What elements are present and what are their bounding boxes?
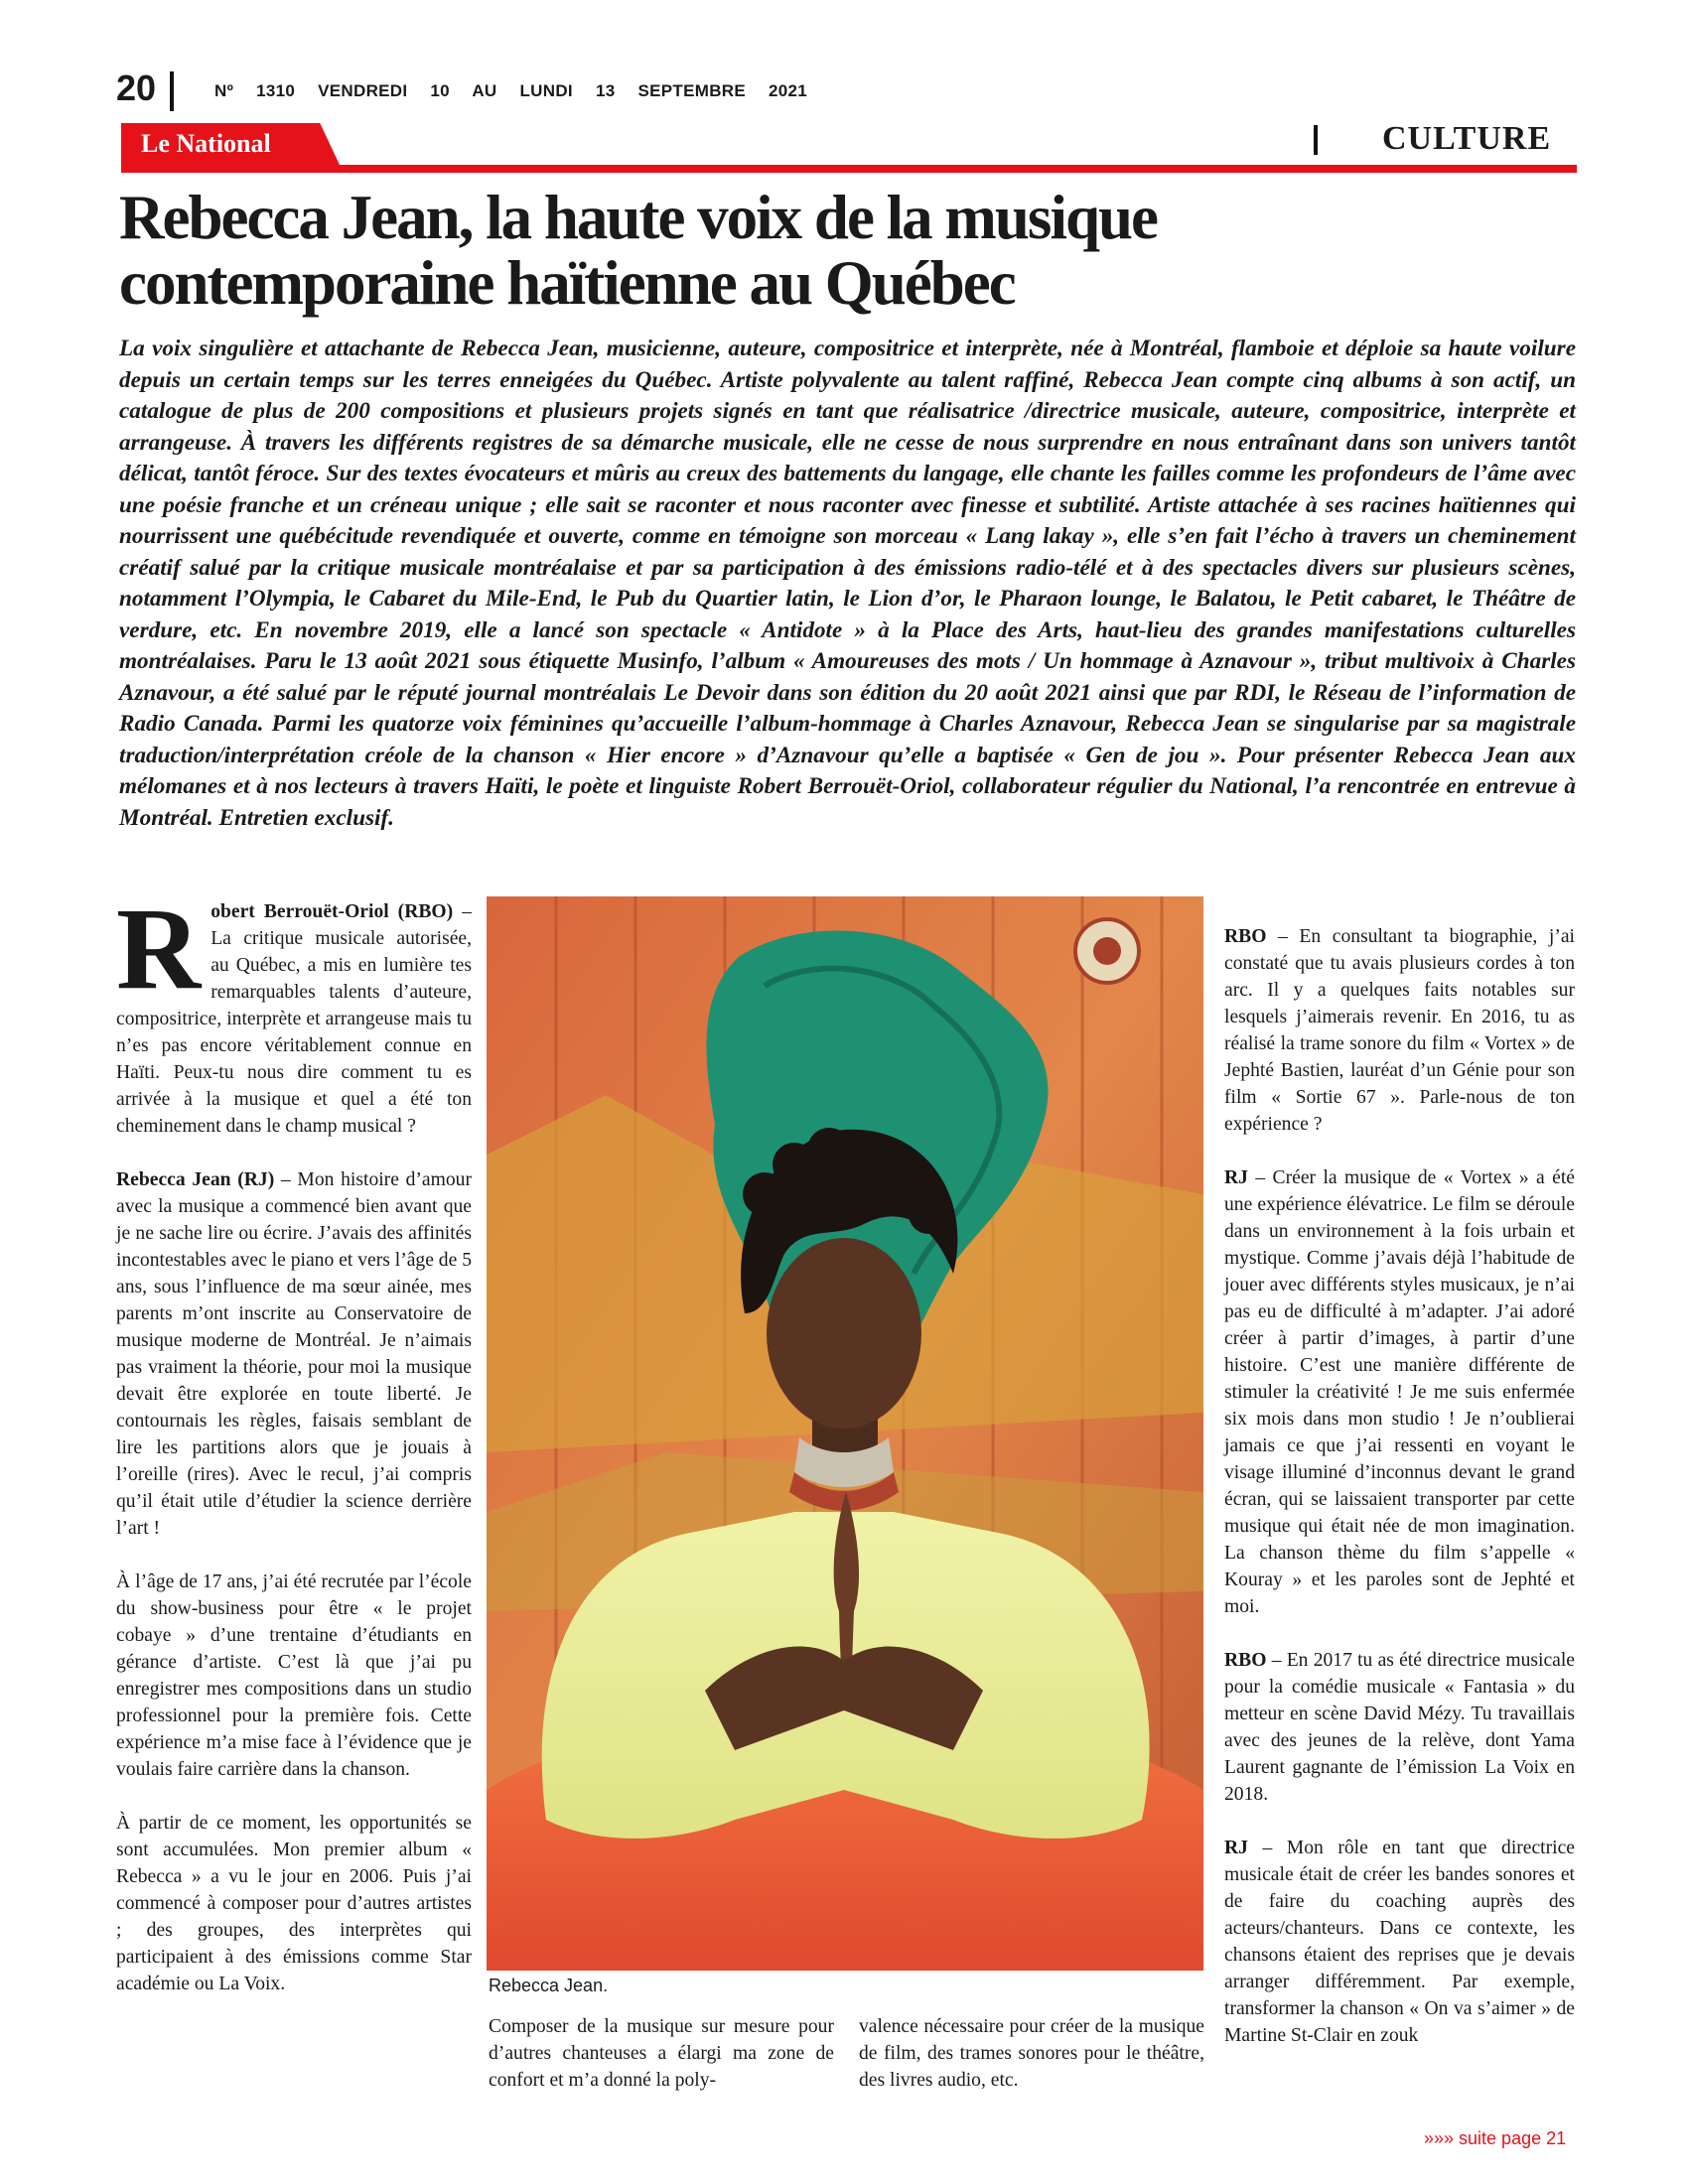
drop-cap: R — [116, 884, 202, 1014]
speaker-rbo: RBO — [1224, 926, 1267, 947]
question-3-text: – En 2017 tu as été directrice musicale pour la comédie musicale « Fantasia » du metteur en scène David Mézy. Tu travaillais avec des jeunes de la relève, dont Yama Laurent gagnante de l’émission La Voix en 2018. — [1224, 1650, 1575, 1805]
portrait-photo — [487, 896, 1203, 1971]
speaker-rbo: RBO — [1224, 1650, 1267, 1671]
headline-line-1: Rebecca Jean, la haute voix de la musique — [119, 183, 1157, 252]
answer-2 — [1224, 1164, 1575, 1620]
header-divider — [170, 71, 174, 111]
question-2-text: – En consultant ta biographie, j’ai constaté que tu avais plusieurs cordes à ton arc. Il y a quelques faits notables sur lesquels j’aimerais revenir. En 2016, tu as réalisé la trame sonore du film « Vortex » de Jephté Bastien, lauréat d’un Génie pour son film « Sortie 67 ». Parle-nous de ton expérience ? — [1224, 926, 1575, 1135]
issue-date: Nº 1310 VENDREDI 10 AU LUNDI 13 SEPTEMBRE 2021 — [214, 81, 808, 100]
photo-caption: Rebecca Jean. — [489, 1976, 609, 1995]
column-middle-b — [859, 2013, 1204, 2120]
article-headline — [119, 185, 1549, 316]
question-3 — [1224, 1647, 1575, 1808]
question-2 — [1224, 923, 1575, 1138]
column-middle-a — [489, 2013, 834, 2120]
answer-1-paragraph-3: À partir de ce moment, les opportunités se sont accumulées. Mon premier album « Rebecca » a vu le jour en 2006. Puis j’ai commencé à composer pour d’autres artistes ; des groupes, des interprètes qui participaient à des émissions comme Star académie ou La Voix. — [116, 1813, 472, 1994]
speaker-rj: RJ — [1224, 1838, 1248, 1858]
answer-3 — [1224, 1835, 1575, 2049]
section-divider — [1314, 125, 1318, 155]
article-intro: La voix singulière et attachante de Rebecca Jean, musicienne, auteure, compositrice et interprète, née à Montréal, flamboie et déploie sa haute voilure depuis un certain temps sur les terres enneigées du Québec. Artiste polyvalente au talent raffiné, Rebecca Jean compte cinq albums à son actif, un catalogue de plus de 200 compositions et plusieurs projets signés en tant que réalisatrice /directrice musicale, auteure, compositrice, interprète et arrangeuse. À travers les différents registres de sa démarche musicale, elle ne cesse de nous surprendre en nous entraînant dans son univers tantôt délicat, tantôt féroce. Sur des textes évocateurs et mûris au creux des battements du langage, elle chante les failles comme les profondeurs de l’âme avec une poésie franche et un créneau unique ; elle sait se raconter et nous raconter avec finesse et subtilité. Artiste attachée à ses racines haïtiennes qui nourrissent une québécitude revendiquée et ouverte, comme en témoigne son morceau « Lang lakay », elle s’en fait l’écho à travers un cheminement créatif salué par la critique musicale montréalaise et par sa participation à des émissions radio-télé et à des spectacles divers sur plusieurs scènes, notamment l’Olympia, le Cabaret du Mile-End, le Pub du Quartier latin, le Lion d’or, le Pharaon lounge, le Balatou, le Petit cabaret, le Théâtre de verdure, etc. En novembre 2019, elle a lancé son spectacle « Antidote » à la Place des Arts, haut-lieu des grandes manifestations culturelles montréalaises. Paru le 13 août 2021 sous étiquette Musinfo, l’album « Amoureuses des mots / Un hommage à Aznavour », tribut multivoix à Charles Aznavour, a été salué par le réputé journal montréalais Le Devoir dans son édition du 20 août 2021 ainsi que par RDI, le Réseau de l’information de Radio Canada. Parmi les quatorze voix féminines qu’accueille l’album-hommage à Charles Aznavour, Rebecca Jean se singularise par sa magistrale traduction/interprétation créole de la chanson « Hier encore » d’Aznavour qu’elle a baptisée « Gen de jou ». Pour présenter Rebecca Jean aux mélomanes et à nos lecteurs à travers Haïti, le poète et linguiste Robert Berrouët-Oriol, collaborateur régulier du National, l’a rencontrée en entrevue à Montréal. Entretien exclusif. — [119, 336, 1576, 831]
speaker-rj: Rebecca Jean (RJ) — [116, 1169, 275, 1190]
answer-3-text: – Mon rôle en tant que directrice musicale était de créer les bandes sonores et de faire du coaching auprès des acteurs/chanteurs. Dans ce contexte, les chansons étaient des reprises que je devais arranger différemment. Par exemple, transformer la chanson « On va s’aimer » de Martine St-Clair en zouk — [1224, 1838, 1575, 2046]
page-number: 20 — [116, 68, 157, 108]
continued-link[interactable]: »»» suite page 21 — [1424, 2128, 1567, 2148]
question-1-text: – La critique musicale autorisée, au Québec, a mis en lumière tes remarquables talents d’auteure, compositrice, interprète et arrangeuse mais tu n’es pas encore véritablement connue en Haïti. Peux-tu nous dire comment tu es arrivée à la musique et quel a été ton cheminement dans le champ musical ? — [116, 901, 472, 1137]
section-label: CULTURE — [1382, 120, 1552, 157]
headline-line-2: contemporaine haïtienne au Québec — [119, 248, 1015, 318]
brand-name: Le National — [141, 129, 271, 158]
speaker-rj: RJ — [1224, 1167, 1248, 1188]
column-right — [1224, 923, 1575, 2076]
answer-1-paragraph-4b: valence nécessaire pour créer de la musique de film, des trames sonores pour le théâtre, des livres audio, etc. — [859, 2016, 1204, 2091]
column-left — [116, 884, 472, 2024]
header-rule — [121, 165, 1577, 173]
answer-2-text: – Créer la musique de « Vortex » a été une expérience élévatrice. Le film se déroule dans un environnement à la fois urbain et mystique. Comme j’avais déjà l’habitude de jouer avec différents styles musicaux, je n’ai pas eu de difficulté à m’adapter. J’ai adoré créer à partir d’images, à partir d’une histoire. C’est une manière différente de stimuler la créativité ! Je me suis enfermée six mois dans mon studio ! Je n’oublierai jamais ce que j’ai ressenti en voyant le visage illuminé d’inconnus devant le grand écran, qui se laissaient transporter par cette musique qui était née de mon imagination. La chanson thème du film s’appelle « Kouray » et les paroles sont de Jephté et moi. — [1224, 1167, 1575, 1617]
answer-1-paragraph-2: À l’âge de 17 ans, j’ai été recrutée par l’école du show-business pour être « le projet cobaye » d’une trentaine d’étudiants en gérance d’artiste. C’est là que j’ai pu enregistrer mes compositions dans un studio professionnel pour la première fois. Cette expérience m’a mise face à l’évidence que je voulais faire carrière dans la chanson. — [116, 1571, 472, 1780]
speaker-rbo: obert Berrouët-Oriol (RBO) — [211, 901, 454, 922]
question-1 — [116, 884, 472, 1140]
answer-1-paragraph-4a: Composer de la musique sur mesure pour d’autres chanteuses a élargi ma zone de confort et m’a donné la poly- — [489, 2016, 834, 2091]
answer-1 — [116, 1166, 472, 1542]
answer-1-text: – Mon histoire d’amour avec la musique a commencé bien avant que je ne sache lire ou écrire. J’avais des affinités incontestables avec le piano et vers l’âge de 5 ans, sous l’influence de ma sœur ainée, mes parents m’ont inscrite au Conservatoire de musique moderne de Montréal. Je n’aimais pas vraiment la théorie, pour moi la musique devait être explorée en toute liberté. Je contournais les règles, faisais semblant de lire les partitions alors que je jouais à l’oreille (rires). Avec le recul, j’ai compris qu’il était utile d’étudier la science derrière l’art ! — [116, 1169, 472, 1539]
